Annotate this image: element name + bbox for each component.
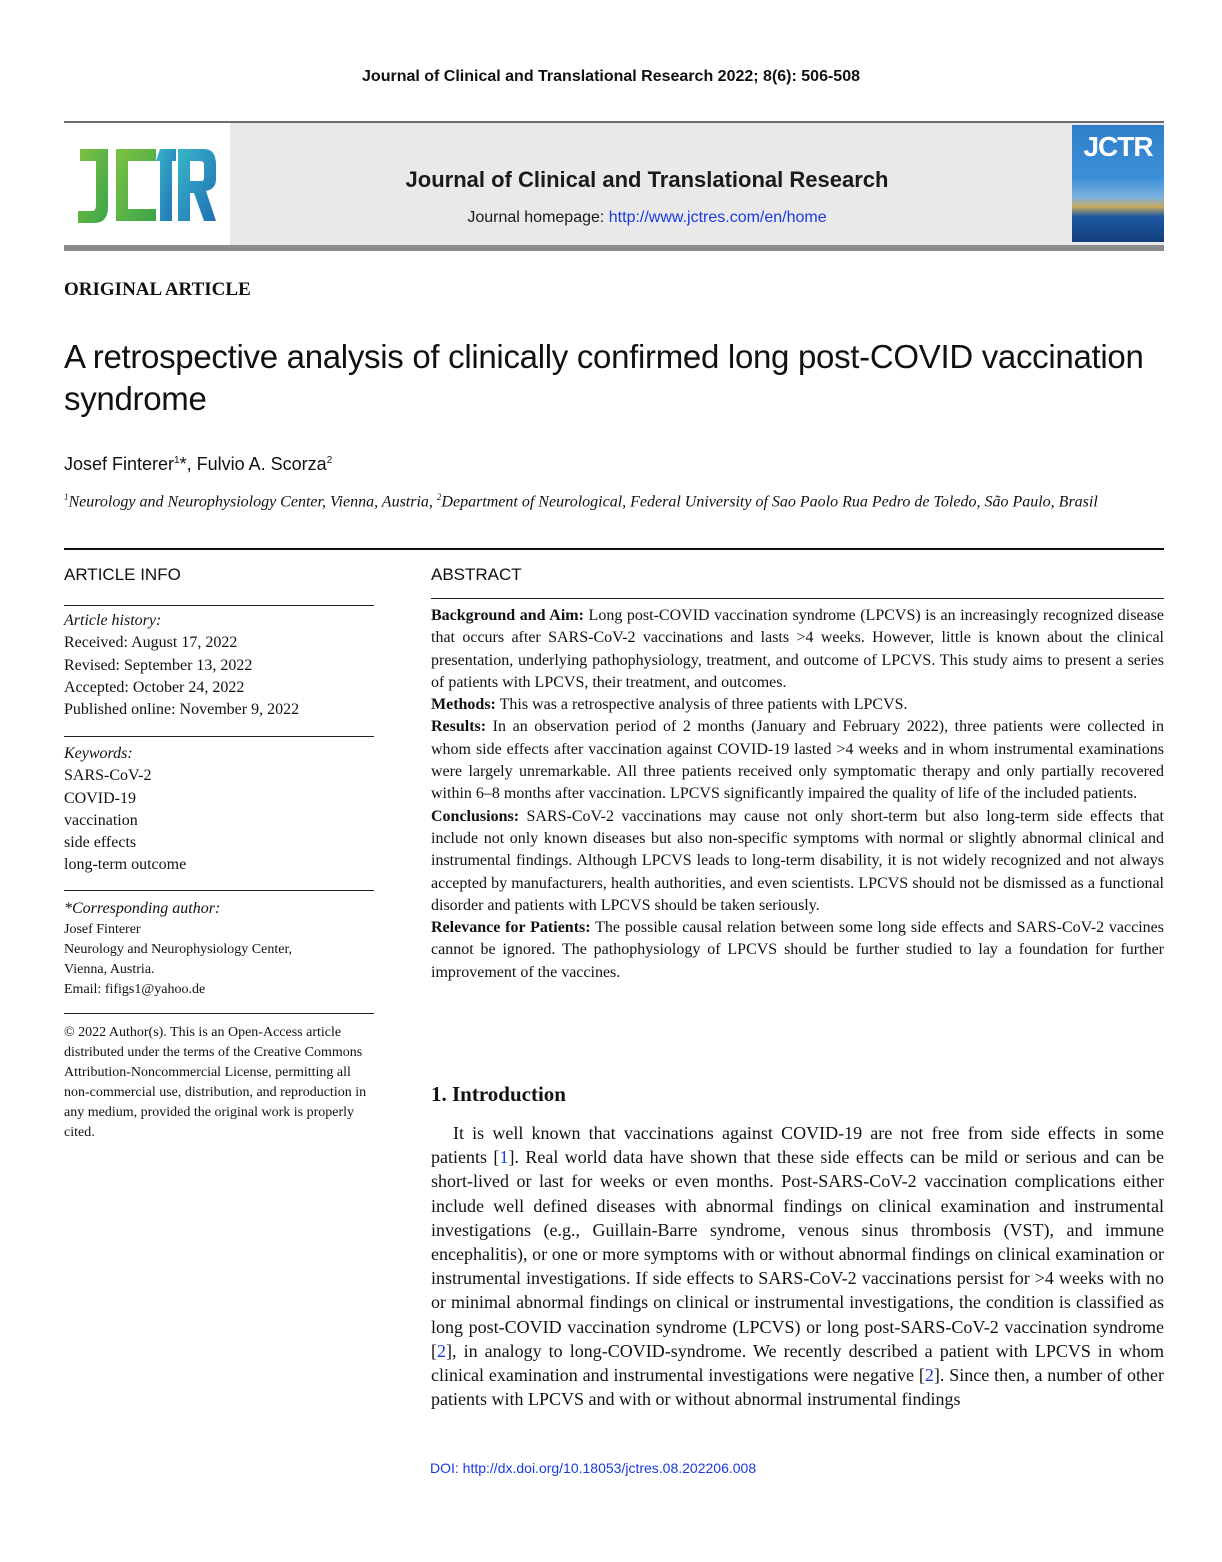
- affiliation-marker: 2: [326, 455, 333, 466]
- corresponding-author: [64, 898, 374, 920]
- journal-logo: [64, 123, 230, 245]
- journal-cover-image: [1072, 125, 1164, 242]
- affiliation-text: Neurology and Neurophysiology Center, Vienna, Austria,: [68, 493, 437, 511]
- article-history: [64, 610, 374, 721]
- affiliation-text: Department of Neurological, Federal University of Sao Paolo Rua Pedro de Toledo, São Paulo, Brasil: [441, 493, 1098, 511]
- jctr-logo-icon: [64, 123, 230, 245]
- abstract-conclusions: Conclusions: SARS-CoV-2 vaccinations may cause not only short-term but also long-term side effects that include not only known diseases but also non-specific symptoms with normal or slightly abnormal clinical and instrumental findings. Although LPCVS leads to long-term disability, it is not widely recognized and not always accepted by manufacturers, health authorities, and even scientists. LPCVS should not be dismissed as a functional disorder and patients with LPCVS should be taken seriously.: [431, 807, 1164, 914]
- affiliation-marker: 1: [64, 492, 69, 502]
- section-divider: [64, 548, 1164, 550]
- corresponding-details: [64, 920, 376, 1000]
- abstract-body: [431, 605, 1164, 984]
- keyword: long-term outcome: [64, 856, 187, 874]
- journal-cover-box: [1064, 123, 1164, 245]
- citation-link[interactable]: 1: [499, 1147, 509, 1168]
- corresponding-name: Josef Finterer: [64, 922, 141, 937]
- homepage-label: Journal homepage:: [467, 209, 609, 226]
- abstract-results: Results: In an observation period of 2 months (January and February 2022), three patients were collected in whom side effects after vaccination against COVID-19 lasted >4 weeks and in whom instrumental examinations were largely unremarkable. All three patients received only symptomatic therapy and only partially recovered within 6–8 months after vaccination. LPCVS significantly impaired the quality of life of the included patients.: [431, 718, 1164, 803]
- affiliation-marker: 1: [174, 455, 180, 466]
- section-heading-introduction: 1. Introduction: [431, 1082, 566, 1106]
- published-date: Published online: November 9, 2022: [64, 701, 300, 719]
- abstract-heading: ABSTRACT: [431, 565, 522, 584]
- divider: [431, 598, 1164, 599]
- keywords: [64, 743, 374, 877]
- journal-homepage: [230, 209, 1064, 227]
- history-label: Article history:: [64, 612, 162, 629]
- keyword: SARS-CoV-2: [64, 767, 152, 785]
- journal-title: Journal of Clinical and Translational Research: [405, 167, 889, 192]
- keyword: COVID-19: [64, 789, 136, 807]
- keywords-label: Keywords:: [64, 745, 133, 762]
- corresponding-label: *Corresponding author:: [64, 900, 221, 917]
- journal-banner: [64, 123, 1164, 245]
- doi-link[interactable]: DOI: http://dx.doi.org/10.18053/jctres.08.202206.008: [430, 1460, 757, 1476]
- corresponding-email[interactable]: Email: fifigs1@yahoo.de: [64, 982, 206, 997]
- abstract-label: Relevance for Patients:: [431, 919, 591, 937]
- abstract-label: Methods:: [431, 696, 496, 714]
- abstract-background: Background and Aim: Long post-COVID vaccination syndrome (LPCVS) is an increasingly recognized disease that occurs after SARS-CoV-2 vaccinations and lasts >4 weeks. However, little is known about the clinical presentation, underlying pathophysiology, treatment, and outcome of LPCVS. This study aims to present a series of patients with LPCVS, their treatment, and outcomes.: [431, 607, 1165, 691]
- banner-center: [230, 123, 1064, 245]
- introduction-paragraph: It is well known that vaccinations against COVID-19 are not free from side effects in some patients [1]. Real world data have shown that these side effects can be mild or serious and can be short-lived or last for weeks or even months. Post-SARS-CoV-2 vaccination complications either include well defined diseases with abnormal findings on clinical examination and instrumental investigations (e.g., Guillain-Barre syndrome, venous sinus thrombosis (VST), and immune encephalitis), or one or more symptoms with or without abnormal findings on clinical examination or instrumental investigations. If side effects to SARS-CoV-2 vaccinations persist for >4 weeks with no or minimal abnormal findings on clinical or instrumental investigations, the condition is classified as long post-COVID vaccination syndrome (LPCVS) or long post-SARS-CoV-2 vaccination syndrome [2], in analogy to long-COVID-syndrome. We recently described a patient with LPCVS in whom clinical examination and instrumental investigations were negative [2]. Since then, a number of other patients with LPCVS and with or without abnormal instrumental findings: [431, 1123, 1164, 1410]
- divider: [64, 736, 374, 737]
- abstract-methods: Methods: This was a retrospective analysis of three patients with LPCVS.: [431, 696, 908, 714]
- author-list: [64, 454, 332, 475]
- cover-logo: JCTR: [1083, 131, 1153, 162]
- abstract-label: Results:: [431, 718, 487, 736]
- article-title: A retrospective analysis of clinically confirmed long post-COVID vaccination syndrome: [64, 338, 1144, 417]
- divider: [64, 1013, 374, 1014]
- abstract-label: Background and Aim:: [431, 607, 584, 624]
- accepted-date: Accepted: October 24, 2022: [64, 678, 245, 696]
- author-name[interactable]: Josef Finterer: [64, 454, 175, 474]
- divider: [64, 890, 374, 891]
- citation-link[interactable]: 2: [924, 1365, 934, 1386]
- article-info-heading: ARTICLE INFO: [64, 565, 181, 584]
- affiliation-marker: 2: [436, 492, 442, 502]
- affiliations: [64, 486, 1144, 513]
- homepage-link[interactable]: http://www.jctres.com/en/home: [608, 209, 827, 226]
- license-notice: © 2022 Author(s). This is an Open-Access article distributed under the terms of the Creative Commons Attribution-Noncommercial License, permitting all non-commercial use, distribution, and reproduction in any medium, provided the original work is properly cited.: [64, 1025, 367, 1140]
- corresponding-institution: Neurology and Neurophysiology Center,: [64, 942, 293, 957]
- revised-date: Revised: September 13, 2022: [64, 656, 253, 674]
- keyword: side effects: [64, 834, 137, 852]
- keyword: vaccination: [64, 811, 138, 829]
- abstract-relevance: Relevance for Patients: The possible causal relation between some long side effects and SARS-CoV-2 vaccines cannot be ignored. The pathophysiology of LPCVS should be further studied to lay a foundation for further improvement of the vaccines.: [431, 919, 1164, 981]
- abstract-label: Conclusions:: [431, 807, 520, 825]
- corresponding-city: Vienna, Austria.: [64, 962, 155, 977]
- corresponding-marker: *,: [179, 454, 197, 474]
- author-name[interactable]: Fulvio A. Scorza: [196, 454, 327, 474]
- running-head: Journal of Clinical and Translational Research 2022; 8(6): 506-508: [362, 68, 860, 85]
- divider: [64, 605, 374, 606]
- citation-link[interactable]: 2: [437, 1340, 446, 1361]
- article-type: ORIGINAL ARTICLE: [64, 279, 251, 300]
- banner-bottom-rule: [64, 245, 1164, 251]
- received-date: Received: August 17, 2022: [64, 634, 238, 652]
